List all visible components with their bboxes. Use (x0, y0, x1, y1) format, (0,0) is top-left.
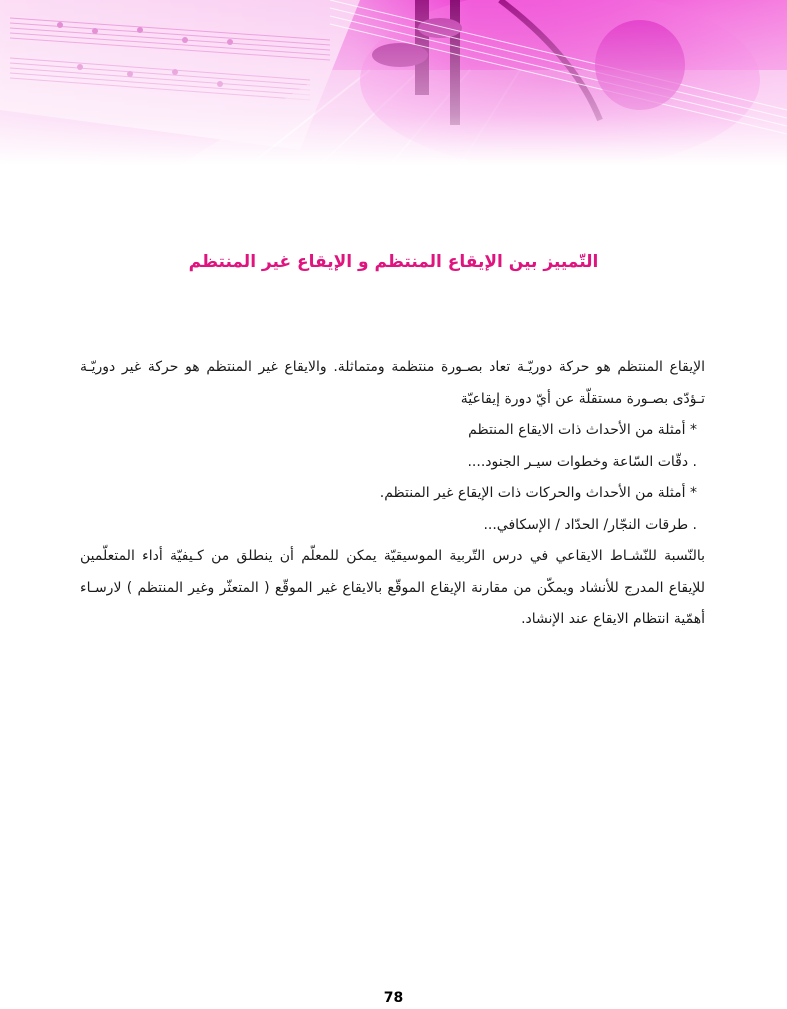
paragraph-irregular-examples: . طرقات النجّار/ الحدّاد / الإسكافي... (483, 516, 697, 533)
page-number: 78 (383, 990, 404, 1006)
paragraph-irregular-examples-heading: * أمثلة من الأحداث والحركات ذات الإيقاع غير المنتظم. (379, 485, 697, 501)
banner-illustration (0, 0, 787, 165)
paragraph-definition: الإيقاع المنتظم هو حركة دوريّـة تعاد بصـورة منتظمة ومتماثلة. والايقاع غير المنتظم هو حركة غير دوريّـة تـؤدّى بصـورة مستقلّة عن أيّ دورة إيقاعيّة (80, 359, 705, 407)
page-title: التّمييز بين الإيقاع المنتظم و الإيقاع غير المنتظم (188, 252, 599, 272)
paragraph-regular-examples-heading: * أمثلة من الأحداث ذات الايقاع المنتظم (468, 422, 697, 438)
paragraph-regular-examples: . دقّات السّاعة وخطوات سيـر الجنود.... (467, 453, 697, 470)
music-violin-banner (0, 0, 787, 165)
paragraph-teaching-note: بالنّسبة للنّشـاط الايقاعي في درس التّربية الموسيقيّة يمكن للمعلّم أن ينطلق من كـيفيّة أداء المتعلّمين للإيقاع المدرج للأنشاد ويمكّن من مقارنة الإيقاع الموقّع بالايقاع غير الموقّع ( المتعثّر وغير المنتظم ) لارسـاء أهمّية انتظام الايقاع عند الإنشاد. (80, 548, 705, 627)
body-text (80, 352, 705, 636)
